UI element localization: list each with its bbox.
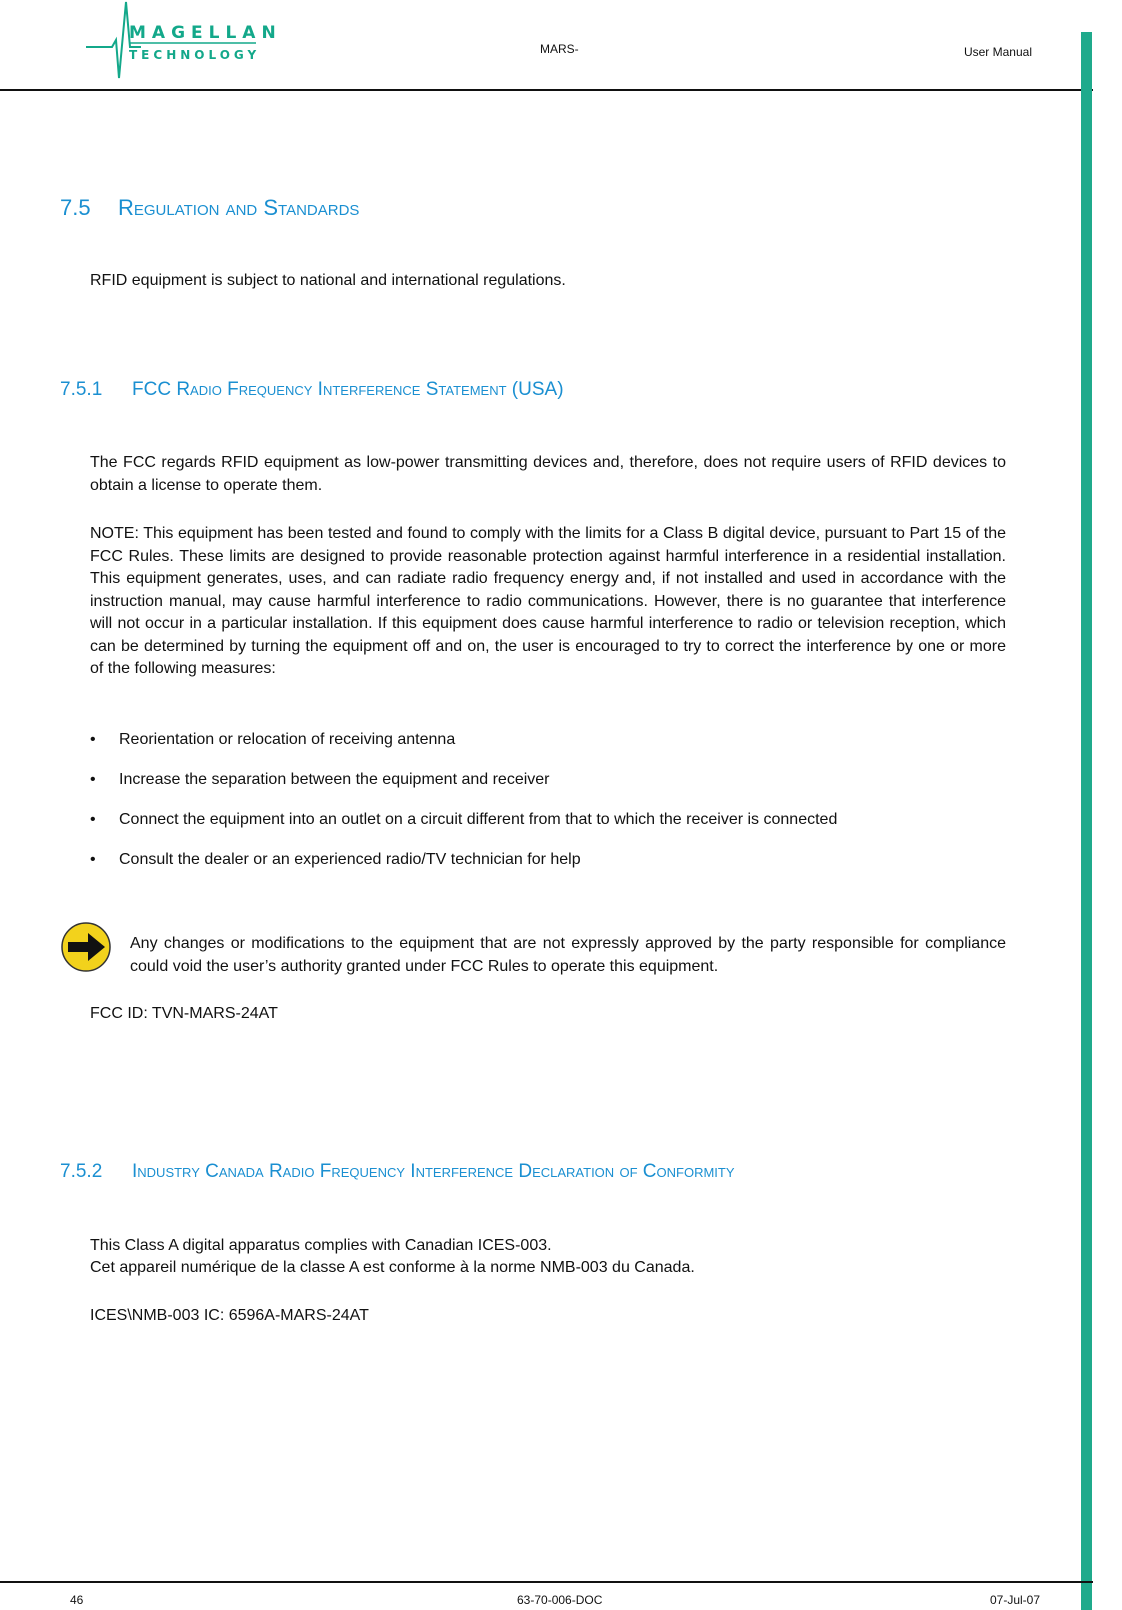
fcc-id: FCC ID: TVN-MARS-24AT [90,1005,278,1022]
doc-number: 63-70-006-DOC [517,1593,603,1607]
section-heading-7-5 [60,195,359,221]
caution-note: Any changes or modifications to the equipment that are not expressly approved by the party responsible for compliance could void the user’s authority granted under FCC Rules to operate this equipment. [130,935,1006,975]
bullet-marker: • [90,771,96,788]
magellan-logo [86,0,282,86]
list-item [90,729,455,751]
bullet-marker: • [90,811,96,828]
list-item-text: Reorientation or relocation of receiving antenna [119,731,456,748]
section-number: 7.5.1 [60,379,103,400]
ic-compliance-english: This Class A digital apparatus complies with Canadian ICES-003. [90,1237,552,1254]
section-heading-7-5-1 [60,379,564,401]
logo-word-technology: TECHNOLOGY [129,48,261,62]
header-manual-label: User Manual [963,45,1032,59]
bullet-marker: • [90,851,96,868]
side-accent-bar [1081,32,1092,1610]
fcc-paragraph: The FCC regards RFID equipment as low-power transmitting devices and, therefore, does not require users of RFID devices to obtain a license to operate them. [90,454,1006,494]
ic-compliance-french: Cet appareil numérique de la classe A est conforme à la norme NMB-003 du Canada. [90,1259,695,1276]
intro-paragraph: RFID equipment is subject to national and international regulations. [90,272,566,289]
list-item-text: Connect the equipment into an outlet on a circuit different from that to which the receiver is connected [119,811,838,828]
list-item-text: Consult the dealer or an experienced radio/TV technician for help [119,851,581,868]
section-number: 7.5 [60,195,91,220]
fcc-note-paragraph: NOTE: This equipment has been tested and found to comply with the limits for a Class B digital device, pursuant to Part 15 of the FCC Rules. These limits are designed to provide reasonable protection against harmful interference in a residential installation. This equipment generates, uses, and can radiate radio frequency energy and, if not installed and used in accordance with the instruction manual, may cause harmful interference to radio communications. However, there is no guarantee that interference will not occur in a particular installation. If this equipment does cause harmful interference to radio or television reception, which can be determined by turning the equipment off and on, the user is encouraged to try to correct the interference by one or more of the following measures: [90,525,1006,677]
page-number: 46 [70,1593,84,1607]
list-item [90,849,581,871]
ic-id: ICES\NMB-003 IC: 6596A-MARS-24AT [90,1307,369,1324]
logo-word-magellan: MAGELLAN [129,23,282,43]
section-title: Regulation and Standards [118,195,360,220]
header-rule [0,89,1093,91]
section-heading-7-5-2 [60,1161,735,1183]
footer-rule [0,1581,1093,1583]
bullet-marker: • [90,731,96,748]
section-title: FCC Radio Frequency Interference Statement (USA) [132,379,564,400]
list-item-text: Increase the separation between the equipment and receiver [119,771,550,788]
arrow-right-icon [60,921,112,973]
list-item [90,809,837,831]
doc-date: 07-Jul-07 [989,1593,1040,1607]
header-doc-title: MARS- [540,42,579,56]
section-title: Industry Canada Radio Frequency Interference Declaration of Conformity [132,1161,735,1182]
section-number: 7.5.2 [60,1161,103,1182]
list-item [90,769,550,791]
